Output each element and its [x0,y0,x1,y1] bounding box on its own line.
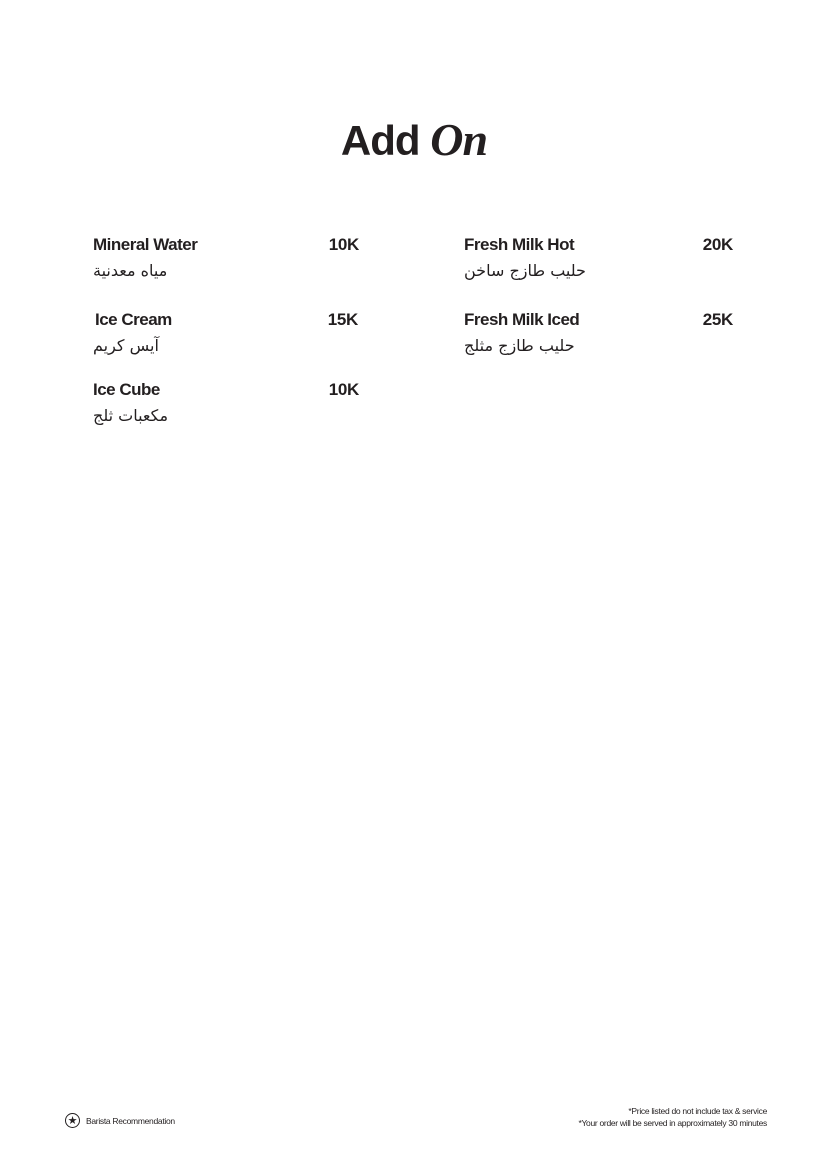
item-price: 25K [702,310,733,329]
item-name: Mineral Water [93,235,198,254]
footer-notes [578,1106,767,1129]
item-name: Fresh Milk Hot [464,235,575,254]
item-price: 10K [328,235,359,254]
title-italic: On [430,114,488,165]
item-arabic-name: آيس كريم [93,336,159,355]
item-arabic-name: حليب طازج ساخن [464,261,586,280]
item-arabic-name: مكعبات ثلج [93,406,169,425]
item-name: Ice Cube [93,380,160,399]
title-plain: Add [340,117,420,164]
item-name: Fresh Milk Iced [464,310,580,329]
menu-item-ice-cube [93,379,359,429]
item-price: 20K [702,235,733,254]
item-arabic-name: حليب طازج مثلج [464,336,575,355]
note-time: *Your order will be served in approximately 30 minutes [578,1117,767,1128]
note-price: *Price listed do not include tax & service [628,1106,767,1116]
item-arabic-name: مياه معدنية [93,261,168,280]
item-price: 10K [328,380,359,399]
menu-item-fresh-milk-hot [464,234,733,284]
legend-label: Barista Recommendation [86,1115,175,1126]
item-price: 15K [327,310,358,329]
menu-item-ice-cream [93,309,359,359]
page-title [0,112,828,169]
star-in-circle-icon: ★ [65,1113,80,1128]
menu-item-fresh-milk-iced [464,309,733,359]
legend [65,1113,175,1128]
item-name: Ice Cream [95,310,172,329]
menu-item-mineral-water [93,234,359,284]
